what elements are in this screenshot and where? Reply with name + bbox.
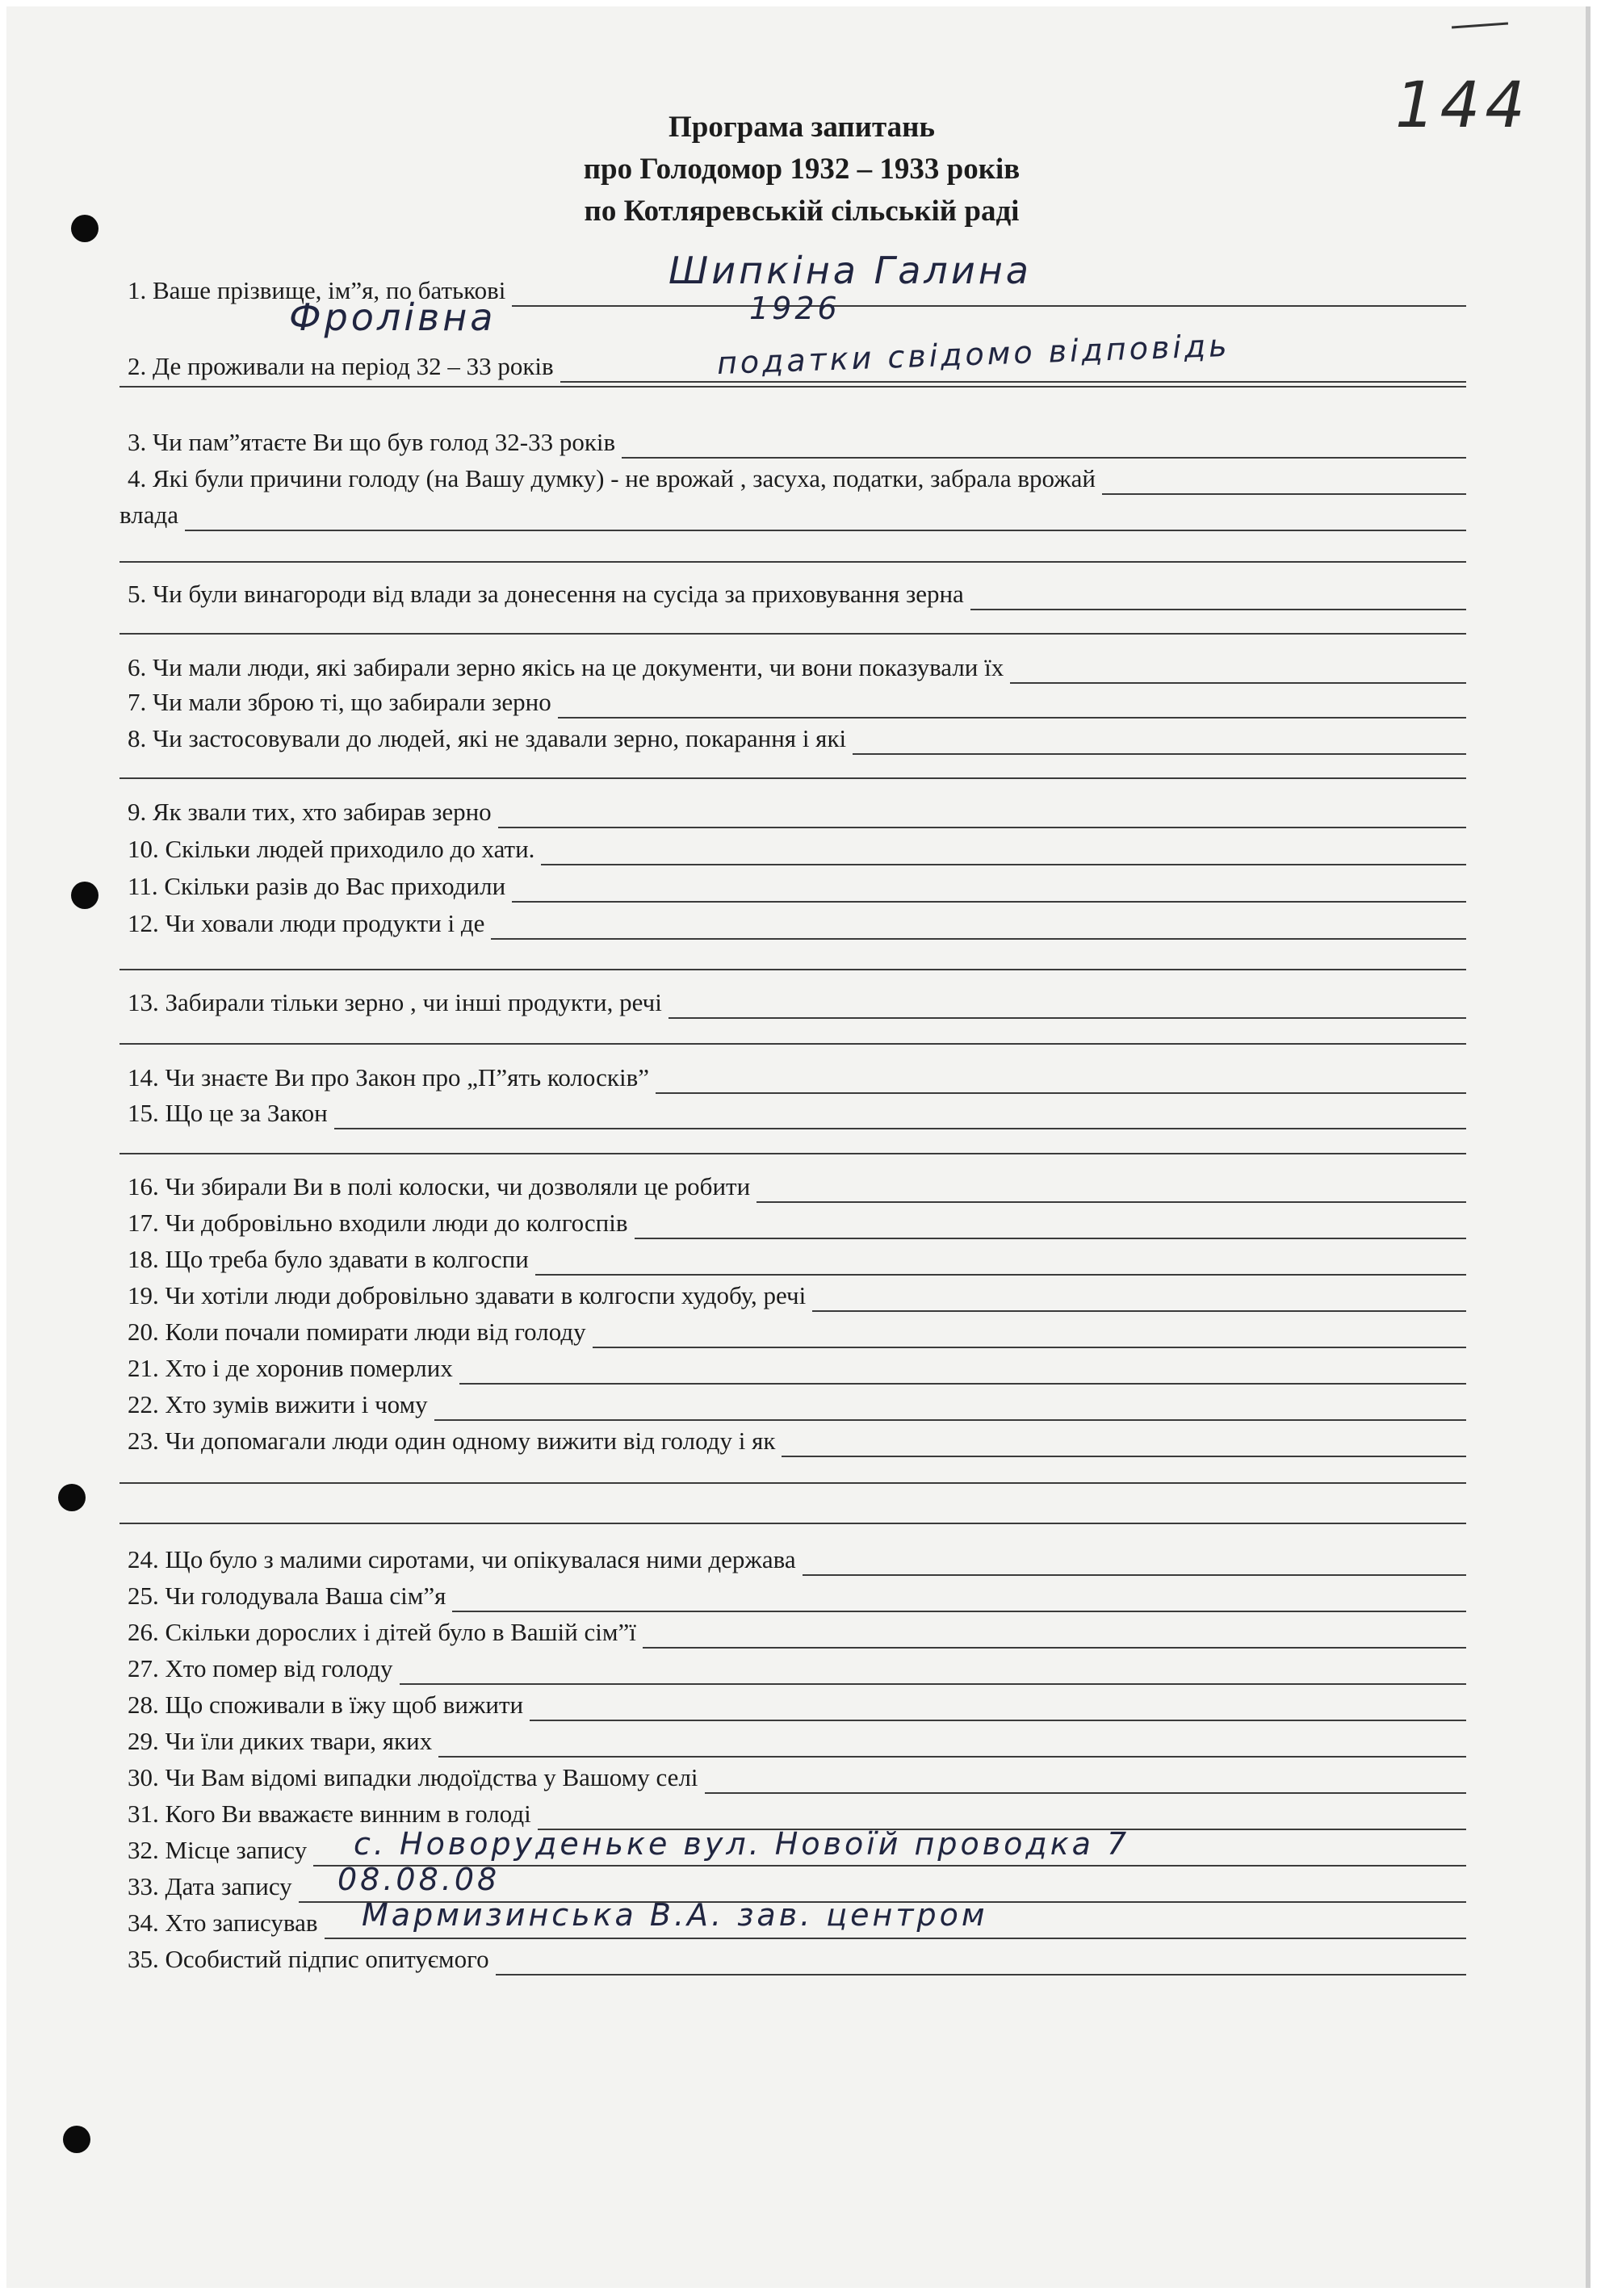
answer-continuation-line: [119, 777, 1466, 779]
answer-line: [400, 1683, 1466, 1685]
question-label: 33. Дата запису: [128, 1872, 292, 1900]
question-label: 24. Що було з малими сиротами, чи опікувалася ними держава: [128, 1545, 796, 1573]
question-label: 31. Кого Ви вважаєте винним в голоді: [128, 1800, 531, 1828]
question-label: 7. Чи мали зброю ті, що забирали зерно: [128, 688, 551, 716]
question-8: [6, 721, 1591, 758]
answer-line: [459, 1383, 1466, 1385]
answer-line: [560, 381, 1466, 383]
question-label: 18. Що треба було здавати в колгоспи: [128, 1245, 529, 1273]
question-label: 32. Місце запису: [128, 1836, 308, 1864]
document-page: [6, 6, 1591, 2288]
question-11: [6, 869, 1591, 906]
title-line-2: про Голодомор 1932 – 1933 років: [583, 153, 1021, 186]
answer-q2: податки свідомо відповідь: [716, 327, 1231, 381]
answer-line: [541, 864, 1466, 865]
answer-q1-year: 1926: [749, 291, 840, 326]
question-label: 34. Хто записував: [128, 1908, 318, 1937]
punch-hole: [63, 2126, 90, 2153]
answer-line: [635, 1238, 1466, 1239]
answer-line: [498, 827, 1466, 828]
answer-line: [496, 1974, 1466, 1975]
answer-line: [530, 1720, 1466, 1721]
answer-q1-name: Шипкіна Галина: [668, 249, 1032, 292]
answer-continuation-line: [119, 1153, 1466, 1154]
answer-line: [853, 753, 1466, 755]
answer-line: [438, 1756, 1466, 1758]
punch-hole: [58, 1484, 86, 1511]
question-label: 22. Хто зумів вижити і чому: [128, 1390, 428, 1418]
question-9: [6, 794, 1591, 832]
question-label: 1. Ваше прізвище, ім”я, по батькові: [128, 276, 506, 304]
question-label: 10. Скільки людей приходило до хати.: [128, 835, 535, 863]
answer-line: [434, 1419, 1466, 1421]
question-30: [6, 1760, 1591, 1797]
question-label: 26. Скільки дорослих і дітей було в Вашій сім”ї: [128, 1618, 636, 1646]
question-label: 28. Що споживали в їжу щоб вижити: [128, 1691, 524, 1719]
question-label: 3. Чи пам”ятаєте Ви що був голод 32-33 років: [128, 428, 616, 456]
question-4-continuation: [6, 497, 1591, 534]
answer-line: [593, 1347, 1466, 1348]
answer-continuation-line: [119, 561, 1466, 563]
question-label: 16. Чи збирали Ви в полі колоски, чи дозволяли це робити: [128, 1172, 751, 1200]
question-20: [6, 1314, 1591, 1351]
answer-line: [812, 1310, 1466, 1312]
question-label: 20. Коли почали помирати люди від голоду: [128, 1318, 586, 1346]
answer-line: [452, 1611, 1466, 1612]
question-21: [6, 1351, 1591, 1388]
answer-line: [185, 530, 1466, 531]
answer-line: [668, 1017, 1466, 1019]
question-24: [6, 1542, 1591, 1579]
question-15: [6, 1096, 1591, 1133]
question-label: 13. Забирали тільки зерно , чи інші продукти, речі: [128, 988, 662, 1016]
question-29: [6, 1724, 1591, 1761]
title-line-3: по Котляревській сільській раді: [584, 195, 1020, 228]
answer-q1-patronymic: Фролівна: [289, 295, 497, 339]
question-18: [6, 1242, 1591, 1279]
question-label: 29. Чи їли диких твари, яких: [128, 1727, 433, 1755]
answer-q32: с. Новоруденьке вул. Новоїй проводка 7: [354, 1826, 1130, 1862]
answer-continuation-line: [119, 386, 1466, 388]
question-25: [6, 1578, 1591, 1615]
question-19: [6, 1278, 1591, 1315]
question-5: [6, 576, 1591, 614]
answer-line: [512, 305, 1466, 307]
question-label: 17. Чи добровільно входили люди до колгоспів: [128, 1209, 628, 1237]
answer-line: [656, 1092, 1466, 1094]
question-label: 15. Що це за Закон: [128, 1099, 328, 1127]
answer-line: [1102, 493, 1466, 495]
question-label: 2. Де проживали на період 32 – 33 років: [128, 352, 554, 380]
question-17: [6, 1205, 1591, 1242]
punch-hole: [71, 215, 98, 242]
answer-q33: 08.08.08: [337, 1862, 501, 1897]
question-7: [6, 685, 1591, 722]
question-26: [6, 1615, 1591, 1652]
question-13: [6, 985, 1591, 1022]
answer-line: [558, 717, 1466, 719]
answer-line: [535, 1274, 1466, 1276]
answer-line: [782, 1456, 1466, 1457]
question-label: 6. Чи мали люди, які забирали зерно якісь на це документи, чи вони показували їх: [128, 653, 1004, 681]
question-label: 27. Хто помер від голоду: [128, 1654, 393, 1682]
question-label: 30. Чи Вам відомі випадки людоїдства у Вашому селі: [128, 1763, 698, 1791]
answer-continuation-line: [119, 633, 1466, 635]
question-35: [6, 1942, 1591, 1979]
question-label: 8. Чи застосовували до людей, які не здавали зерно, покарання і які: [128, 724, 847, 752]
question-28: [6, 1687, 1591, 1724]
question-27: [6, 1651, 1591, 1688]
answer-line: [705, 1792, 1466, 1794]
answer-continuation-line: [119, 1523, 1466, 1524]
answer-line: [970, 609, 1466, 610]
question-label: 5. Чи були винагороди від влади за донесення на сусіда за приховування зерна: [128, 580, 964, 608]
answer-q34: Мармизинська В.А. зав. центром: [362, 1897, 988, 1933]
page-number: 144: [1395, 69, 1530, 142]
answer-line: [512, 901, 1466, 903]
answer-continuation-line: [119, 969, 1466, 970]
question-label: 12. Чи ховали люди продукти і де: [128, 909, 485, 937]
question-label: 14. Чи знаєте Ви про Закон про „П”ять колосків”: [128, 1063, 650, 1091]
answer-line: [1010, 682, 1466, 684]
question-label: 23. Чи допомагали люди один одному вижити від голоду і як: [128, 1427, 776, 1455]
question-label: 11. Скільки разів до Вас приходили: [128, 872, 506, 900]
question-14: [6, 1060, 1591, 1097]
answer-continuation-line: [119, 1482, 1466, 1484]
question-16: [6, 1169, 1591, 1206]
question-label: 25. Чи голодувала Ваша сім”я: [128, 1582, 446, 1610]
question-22: [6, 1387, 1591, 1424]
question-3: [6, 425, 1591, 462]
question-23: [6, 1423, 1591, 1460]
answer-continuation-line: [119, 1043, 1466, 1045]
title-line-1: Програма запитань: [668, 111, 935, 144]
answer-line: [756, 1201, 1466, 1203]
answer-line: [803, 1574, 1466, 1576]
question-label: 35. Особистий підпис опитуємого: [128, 1945, 489, 1973]
answer-line: [491, 938, 1466, 940]
question-label: влада: [119, 501, 178, 529]
question-label: 19. Чи хотіли люди добровільно здавати в колгоспи худобу, речі: [128, 1281, 807, 1309]
question-4: [6, 461, 1591, 498]
question-6: [6, 650, 1591, 687]
answer-line: [334, 1128, 1466, 1129]
answer-line: [622, 457, 1466, 459]
question-12: [6, 906, 1591, 943]
folio-mark: [1452, 23, 1508, 29]
question-label: 9. Як звали тих, хто забирав зерно: [128, 798, 492, 826]
answer-line: [325, 1938, 1466, 1939]
question-label: 4. Які були причини голоду (на Вашу думку) - не врожай , засуха, податки, забрала врожай: [128, 464, 1096, 492]
question-label: 21. Хто і де хоронив померлих: [128, 1354, 453, 1382]
answer-line: [643, 1647, 1466, 1649]
question-10: [6, 832, 1591, 869]
